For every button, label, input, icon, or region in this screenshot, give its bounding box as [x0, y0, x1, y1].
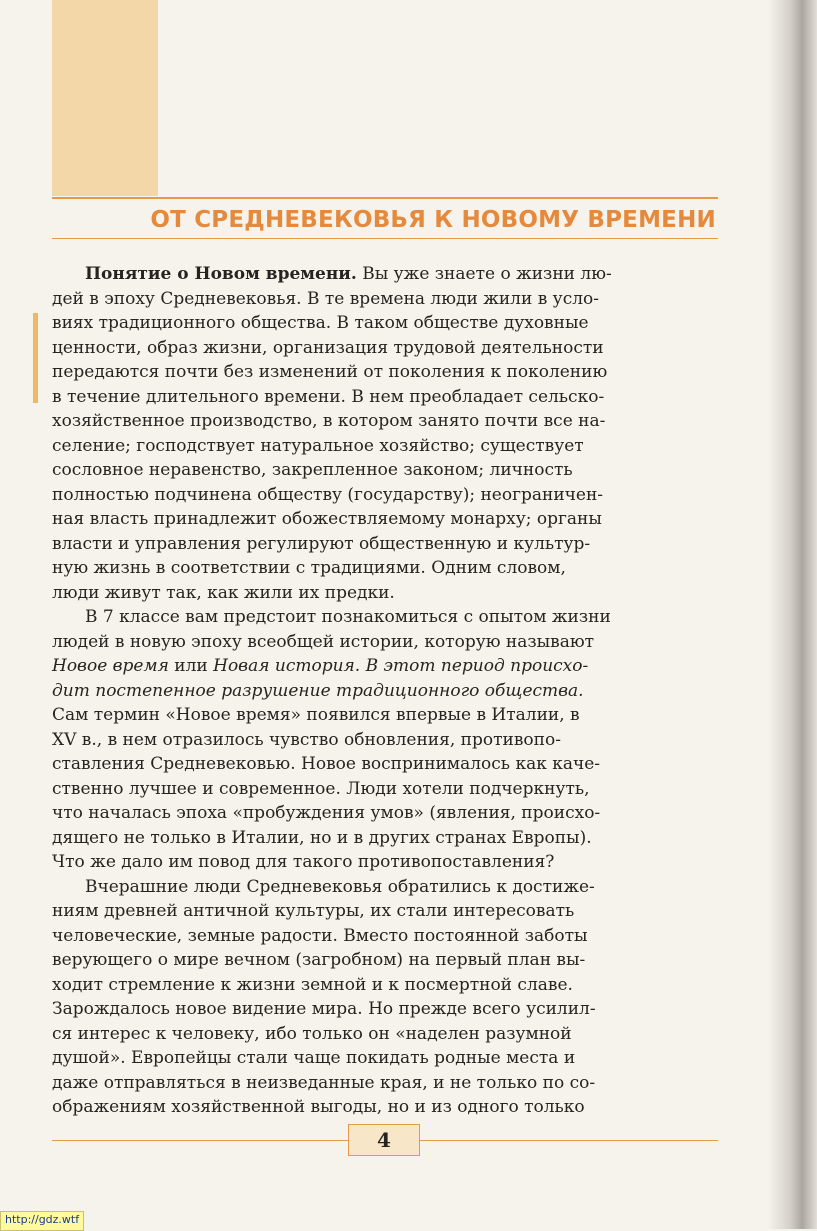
text-line: ставления Средневековью. Новое воспринималось как каче-: [52, 754, 601, 774]
footer-rule-left: [52, 1140, 348, 1141]
book-spine-shadow: [768, 0, 817, 1229]
text-line: дящего не только в Италии, но и в других странах Европы).: [52, 827, 592, 848]
text-line: XV в., в нем отразилось чувство обновления, противопо-: [52, 729, 561, 750]
body-text: [52, 262, 719, 1120]
text-line-italic-mixed: [52, 654, 719, 679]
title-rule-bottom: [52, 238, 718, 239]
text-line: власти и управления регулируют общественную и культур-: [52, 533, 591, 554]
text-line: полностью подчинена обществу (государству); неограничен-: [52, 484, 604, 505]
term-new-time: Новое время: [52, 656, 169, 676]
text-span: или: [168, 656, 214, 676]
text-line: Сам термин «Новое время» появился впервые в Италии, в: [52, 705, 580, 725]
text-line: сословное неравенство, закрепленное законом; личность: [52, 460, 573, 480]
text-line: хозяйственное производство, в котором занято почти все на-: [52, 411, 606, 431]
chapter-title: ОТ СРЕДНЕВЕКОВЬЯ К НОВОМУ ВРЕМЕНИ: [150, 207, 716, 233]
text-line-italic: дит постепенное разрушение традиционного общества.: [52, 680, 584, 701]
footer-rule-right: [420, 1140, 718, 1141]
text-line: человеческие, земные радости. Вместо постоянной заботы: [52, 925, 588, 946]
text-line: душой». Европейцы стали чаще покидать родные места и: [52, 1048, 576, 1068]
paragraph-2-line-1: В 7 классе вам предстоит познакомиться с опытом жизни: [85, 607, 611, 627]
text-line: верующего о мире вечном (загробном) на первый план вы-: [52, 950, 586, 970]
paragraph-3-line-1: Вчерашние люди Средневековья обратились к достиже-: [85, 876, 595, 897]
text-line: ходит стремление к жизни земной и к посмертной славе.: [52, 974, 573, 995]
title-rule-top: [52, 197, 718, 199]
text-line: селение; господствует натуральное хозяйство; существует: [52, 435, 584, 456]
text-line: дей в эпоху Средневековья. В те времена люди жили в усло-: [52, 288, 599, 309]
term-new-time-concept: Понятие о Новом времени.: [85, 264, 357, 284]
text-span: Вы уже знаете о жизни лю-: [356, 264, 612, 284]
text-line: виях традиционного общества. В таком обществе духовные: [52, 313, 589, 333]
text-line: люди живут так, как жили их предки.: [52, 582, 395, 603]
text-line: передаются почти без изменений от поколения к поколению: [52, 362, 608, 382]
decorative-corner-block: [52, 0, 158, 196]
text-line: ную жизнь в соответствии с традициями. Одним словом,: [52, 558, 566, 578]
text-line: ценности, образ жизни, организация трудовой деятельности: [52, 337, 604, 358]
text-line: что началась эпоха «пробуждения умов» (явления, происхо-: [52, 803, 601, 823]
text-line: ниям древней античной культуры, их стали интересовать: [52, 901, 575, 921]
term-new-history: Новая история. В этот период происхо-: [213, 656, 589, 676]
page-number: 4: [348, 1124, 420, 1156]
watermark-link[interactable]: http://gdz.wtf: [0, 1211, 84, 1231]
text-line: Зарождалось новое видение мира. Но прежде всего усилил-: [52, 999, 596, 1019]
paragraph-1-line-1: [85, 262, 719, 287]
text-line: ная власть принадлежит обожествляемому монарху; органы: [52, 509, 602, 529]
margin-highlight-mark: [33, 313, 38, 403]
text-line: ся интерес к человеку, ибо только он «наделен разумной: [52, 1023, 572, 1044]
text-line: Что же дало им повод для такого противопоставления?: [52, 852, 555, 872]
text-line: даже отправляться в неизведанные края, и не только по со-: [52, 1072, 596, 1093]
text-line: ственно лучшее и современное. Люди хотели подчеркнуть,: [52, 778, 590, 799]
text-line: ображениям хозяйственной выгоды, но и из одного только: [52, 1097, 585, 1117]
text-line: в течение длительного времени. В нем преобладает сельско-: [52, 386, 605, 407]
text-line: людей в новую эпоху всеобщей истории, которую называют: [52, 631, 595, 652]
